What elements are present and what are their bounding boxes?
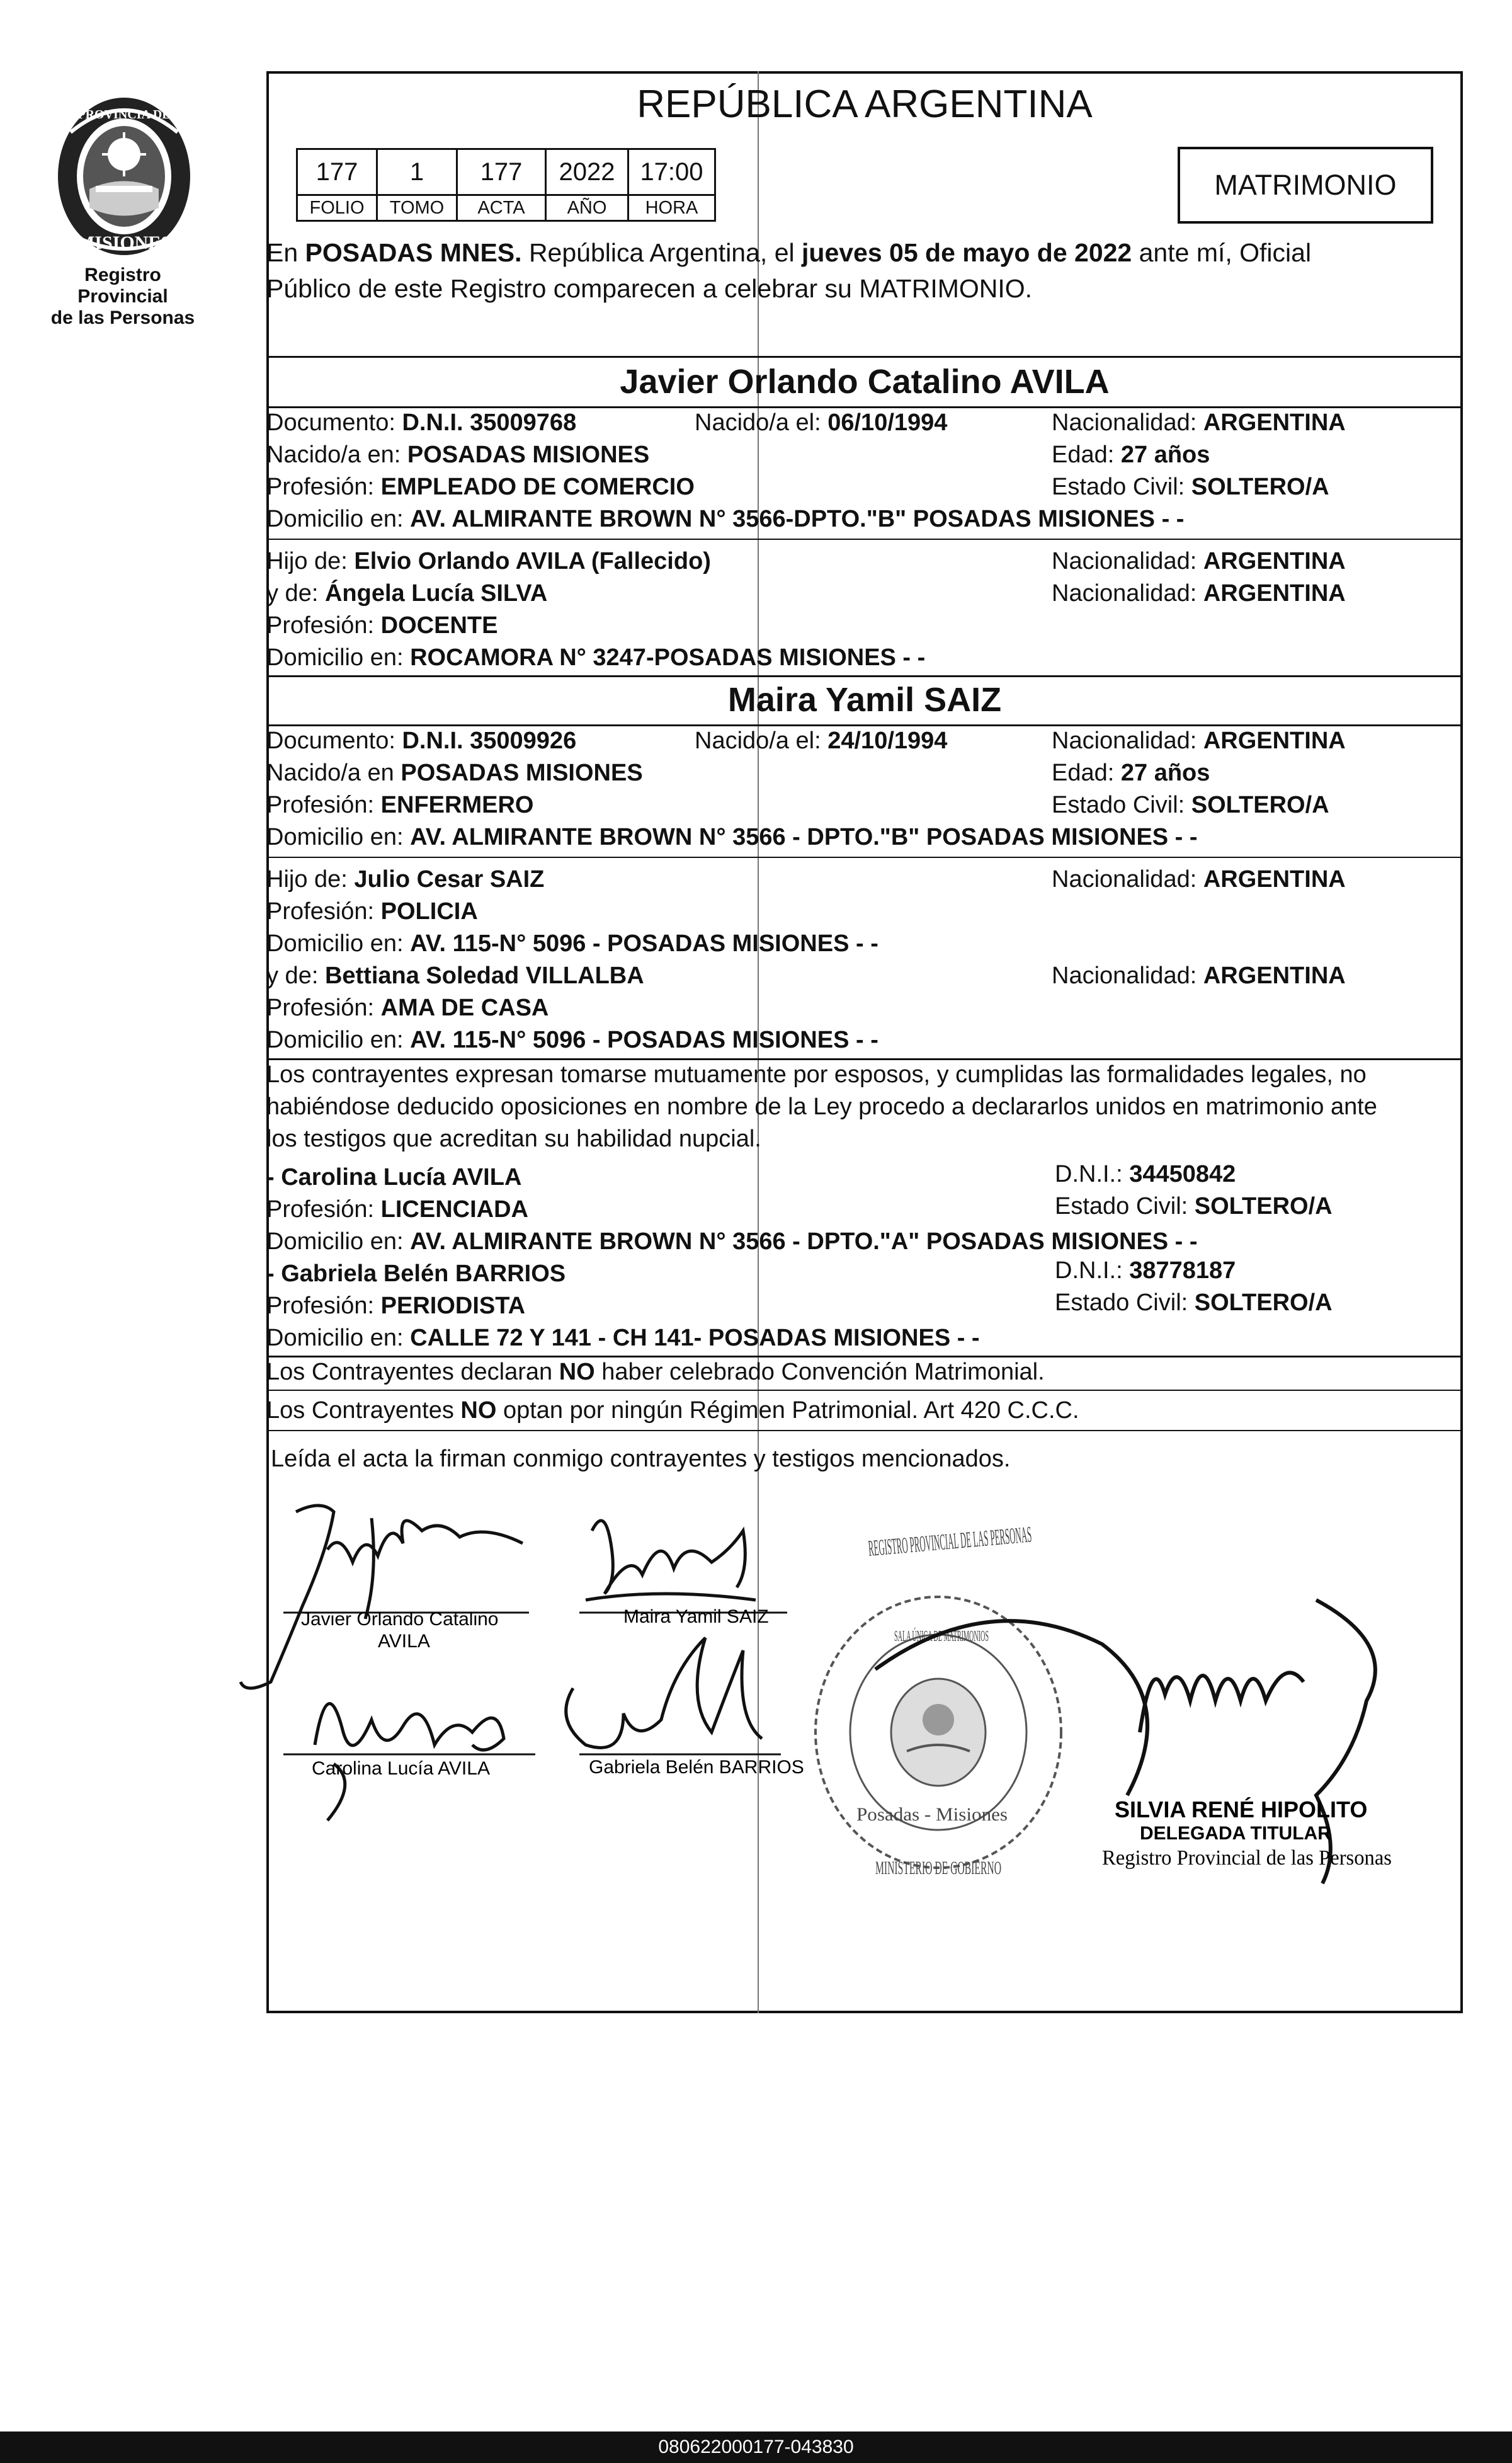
hora-label: HORA — [628, 195, 715, 221]
bride-civil-status: Estado Civil: SOLTERO/A — [1052, 792, 1329, 818]
bride-father: Hijo de: Julio Cesar SAIZ — [266, 866, 545, 893]
tomo-value: 1 — [377, 149, 457, 195]
acta-label: ACTA — [457, 195, 546, 221]
groom-address: Domicilio en: AV. ALMIRANTE BROWN N° 3566-DPTO."B" POSADAS MISIONES - - — [266, 506, 1185, 532]
bride-signature-name: Maira Yamil SAIZ — [623, 1606, 769, 1627]
bride-address: Domicilio en: AV. ALMIRANTE BROWN N° 3566 - DPTO."B" POSADAS MISIONES - - — [266, 824, 1198, 850]
document-code: 080622000177-043830 — [0, 2432, 1512, 2463]
groom-birthplace: Nacido/a en: POSADAS MISIONES — [266, 442, 650, 468]
groom-signature — [241, 1506, 523, 1688]
witness1-name: - Carolina Lucía AVILA — [266, 1164, 522, 1191]
groom-mother-nationality: Nacionalidad: ARGENTINA — [1052, 580, 1346, 607]
declaration-line2: habiéndose deducido oposiciones en nombre de la Ley procedo a declararlos unidos en matrimonio ante — [266, 1094, 1377, 1120]
intro-city: POSADAS MNES. — [305, 238, 522, 267]
act-type-box: MATRIMONIO — [1178, 147, 1433, 224]
registry-logo — [38, 94, 208, 329]
bride-signature — [586, 1521, 756, 1600]
witness2-signature-name: Gabriela Belén BARRIOS — [589, 1757, 804, 1778]
witness1-signature-name: Carolina Lucía AVILA — [312, 1758, 490, 1779]
groom-document: Documento: D.N.I. 35009768 — [266, 409, 577, 436]
divider — [266, 406, 1463, 408]
groom-parents-address: Domicilio en: ROCAMORA N° 3247-POSADAS MISIONES - - — [266, 644, 926, 671]
bride-father-profession: Profesión: POLICIA — [266, 898, 478, 925]
witness2-civil-status: Estado Civil: SOLTERO/A — [1055, 1289, 1333, 1316]
seal-bottom-text: MINISTERIO DE GOBIERNO — [875, 1858, 1001, 1878]
intro-date: jueves 05 de mayo de 2022 — [802, 238, 1132, 267]
bride-document: Documento: D.N.I. 35009926 — [266, 728, 577, 754]
province-shield-icon — [45, 94, 203, 265]
groom-profession: Profesión: EMPLEADO DE COMERCIO — [266, 474, 695, 500]
bride-nationality: Nacionalidad: ARGENTINA — [1052, 728, 1346, 754]
official-name: SILVIA RENÉ HIPOLITO — [1115, 1797, 1368, 1822]
witness2-name: - Gabriela Belén BARRIOS — [266, 1260, 566, 1287]
signatures-area — [233, 1493, 1461, 1934]
bride-mother-nationality: Nacionalidad: ARGENTINA — [1052, 963, 1346, 989]
witness2-profession: Profesión: PERIODISTA — [266, 1293, 526, 1319]
divider — [266, 724, 1463, 726]
intro-line2: Público de este Registro comparecen a celebrar su MATRIMONIO. — [266, 274, 1033, 303]
bride-birthplace: Nacido/a en POSADAS MISIONES — [266, 760, 643, 786]
groom-parents-profession: Profesión: DOCENTE — [266, 612, 498, 639]
groom-father: Hijo de: Elvio Orlando AVILA (Fallecido) — [266, 548, 711, 574]
groom-father-nationality: Nacionalidad: ARGENTINA — [1052, 548, 1346, 574]
bride-mother-profession: Profesión: AMA DE CASA — [266, 995, 549, 1021]
logo-caption-line1: Registro Provincial — [77, 265, 168, 307]
folio-label: FOLIO — [297, 195, 377, 221]
divider — [266, 1356, 1463, 1357]
witness2-address: Domicilio en: CALLE 72 Y 141 - CH 141- POSADAS MISIONES - - — [266, 1325, 980, 1351]
witness2-signature — [566, 1638, 762, 1747]
seal-inner-text: SALA ÚNICA DE MATRIMONIOS — [894, 1628, 1118, 1645]
page-title: REPÚBLICA ARGENTINA — [637, 83, 1093, 126]
regime-line1: Los Contrayentes declaran NO haber celebrado Convención Matrimonial. — [266, 1359, 1045, 1385]
regime-line2: Los Contrayentes NO optan por ningún Régimen Patrimonial. Art 420 C.C.C. — [266, 1397, 1079, 1424]
official-title: DELEGADA TITULAR — [1140, 1823, 1331, 1844]
svg-text:MISIONES: MISIONES — [76, 232, 172, 253]
bride-father-address: Domicilio en: AV. 115-N° 5096 - POSADAS MISIONES - - — [266, 930, 878, 957]
witness1-profession: Profesión: LICENCIADA — [266, 1196, 528, 1223]
seal-city-text: Posadas - Misiones — [856, 1804, 1008, 1825]
folio-table — [296, 148, 716, 222]
intro-line1: En POSADAS MNES. República Argentina, el jueves 05 de mayo de 2022 ante mí, Oficial — [266, 238, 1312, 267]
groom-signature-name: Javier Orlando Catalino — [301, 1609, 499, 1630]
official-office: Registro Provincial de las Personas — [1102, 1846, 1392, 1870]
divider — [266, 675, 1463, 677]
groom-civil-status: Estado Civil: SOLTERO/A — [1052, 474, 1329, 500]
witness1-civil-status: Estado Civil: SOLTERO/A — [1055, 1193, 1333, 1220]
bride-mother-address: Domicilio en: AV. 115-N° 5096 - POSADAS MISIONES - - — [266, 1027, 878, 1053]
witness1-dni: D.N.I.: 34450842 — [1055, 1161, 1236, 1187]
svg-text:PROVINCIA DE: PROVINCIA DE — [77, 108, 171, 122]
logo-caption-line2: de las Personas — [50, 307, 195, 328]
declaration-line1: Los contrayentes expresan tomarse mutuamente por esposos, y cumplidas las formalidades legales, no — [266, 1061, 1367, 1088]
witness2-dni: D.N.I.: 38778187 — [1055, 1257, 1236, 1284]
groom-birthdate: Nacido/a el: 06/10/1994 — [695, 409, 948, 436]
bride-birthdate: Nacido/a el: 24/10/1994 — [695, 728, 948, 754]
folio-value: 177 — [297, 149, 377, 195]
tomo-label: TOMO — [377, 195, 457, 221]
divider — [266, 1430, 1463, 1431]
declaration-line3: los testigos que acreditan su habilidad nupcial. — [266, 1126, 761, 1152]
witness1-address: Domicilio en: AV. ALMIRANTE BROWN N° 3566 - DPTO."A" POSADAS MISIONES - - — [266, 1228, 1198, 1255]
bride-name: Maira Yamil SAIZ — [727, 681, 1002, 719]
groom-age: Edad: 27 años — [1052, 442, 1210, 468]
divider — [266, 539, 1463, 540]
acta-value: 177 — [457, 149, 546, 195]
divider — [266, 356, 1463, 358]
bride-age: Edad: 27 años — [1052, 760, 1210, 786]
groom-signature-name-line2: AVILA — [378, 1631, 430, 1652]
divider — [266, 1390, 1463, 1391]
divider — [266, 1058, 1463, 1060]
divider — [266, 857, 1463, 858]
anio-value: 2022 — [546, 149, 628, 195]
groom-mother: y de: Ángela Lucía SILVA — [266, 580, 548, 607]
bride-profession: Profesión: ENFERMERO — [266, 792, 534, 818]
groom-nationality: Nacionalidad: ARGENTINA — [1052, 409, 1346, 436]
bride-mother: y de: Bettiana Soledad VILLALBA — [266, 963, 644, 989]
groom-name: Javier Orlando Catalino AVILA — [620, 363, 1110, 401]
bride-father-nationality: Nacionalidad: ARGENTINA — [1052, 866, 1346, 893]
seal-ring-text: REGISTRO PROVINCIAL DE LAS PERSONAS — [867, 1495, 1327, 1561]
hora-value: 17:00 — [628, 149, 715, 195]
closing-text: Leída el acta la firman conmigo contrayentes y testigos mencionados. — [271, 1446, 1011, 1472]
anio-label: AÑO — [546, 195, 628, 221]
